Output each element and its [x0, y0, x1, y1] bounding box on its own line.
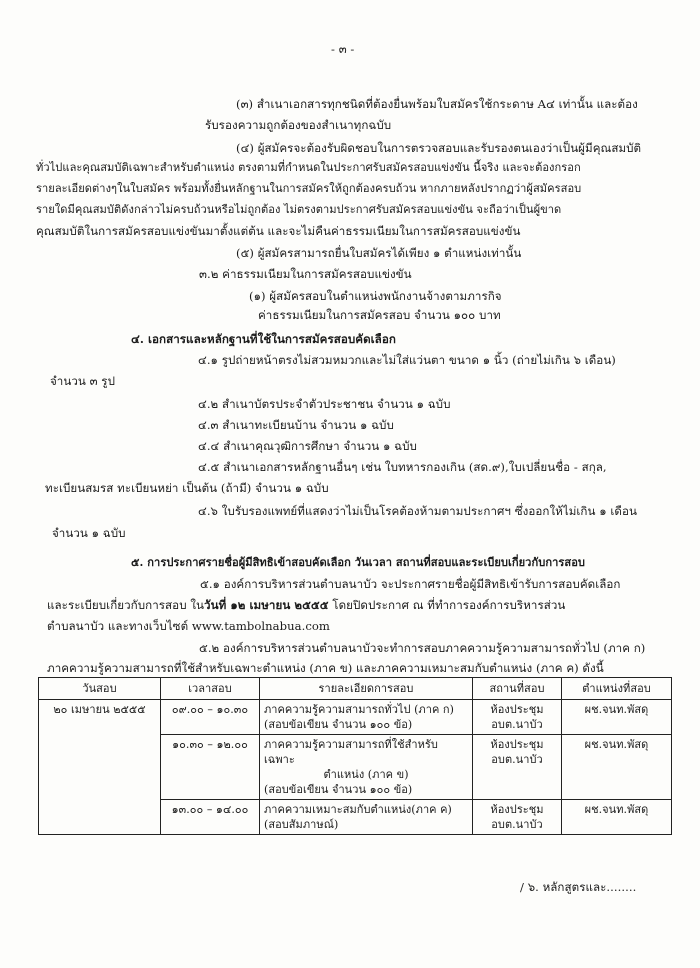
header-exam-position: ตำแหน่งที่สอบ [562, 678, 672, 700]
item-5-1-line-3: ตำบลนาบัว และทางเว็บไซต์ www.tambolnabua.com [47, 619, 330, 633]
page-number: - ๓ - [331, 42, 355, 56]
item-5-1-line-2: และระเบียบเกี่ยวกับการสอบ ในวันที่ ๑๒ เมษายน ๒๕๕๕ โดยปิดประกาศ ณ ที่ทำการองค์การบริหารส่วน [47, 598, 566, 612]
item-5-1-line-1: ๕.๑ องค์การบริหารส่วนตำบลนาบัว จะประกาศรายชื่อผู้มีสิทธิเข้ารับการสอบคัดเลือก [200, 577, 621, 591]
exam-time: ๑๓.๐๐ – ๑๔.๐๐ [161, 800, 260, 835]
item-4-6-line-1: ๔.๖ ใบรับรองแพทย์ที่แสดงว่าไม่เป็นโรคต้องห้ามตามประกาศฯ ซึ่งออกให้ไม่เกิน ๑ เดือน [198, 504, 637, 518]
header-exam-detail: รายละเอียดการสอบ [260, 678, 473, 700]
header-exam-date: วันสอบ [39, 678, 161, 700]
exam-place: ห้องประชุม อบต.นาบัว [473, 700, 562, 735]
exam-place: ห้องประชุม อบต.นาบัว [473, 735, 562, 800]
item-4-5-line-2: ทะเบียนสมรส ทะเบียนหย่า เป็นต้น (ถ้ามี) จำนวน ๑ ฉบับ [45, 481, 329, 495]
item-4-6-line-2: จำนวน ๑ ฉบับ [52, 526, 126, 540]
item-3-line-2: รับรองความถูกต้องของสำเนาทุกฉบับ [205, 118, 392, 132]
item-4-3: ๔.๓ สำเนาทะเบียนบ้าน จำนวน ๑ ฉบับ [198, 418, 394, 432]
subsection-3-2-item-1: (๑) ผู้สมัครสอบในตำแหน่งพนักงานจ้างตามภารกิจ [249, 289, 502, 303]
item-5-2-line-2: ภาคความรู้ความสามารถที่ใช้สำหรับเฉพาะตำแหน่ง (ภาค ข) และภาคความเหมาะสมกับตำแหน่ง (ภาค ค) ดังนี้ [47, 661, 604, 675]
exam-detail: ภาคความรู้ความสามารถที่ใช้สำหรับเฉพาะ ตำแหน่ง (ภาค ข) (สอบข้อเขียน จำนวน ๑๐๐ ข้อ) [260, 735, 473, 800]
exam-time: ๐๙.๐๐ – ๑๐.๓๐ [161, 700, 260, 735]
item-4-line-1: (๔) ผู้สมัครจะต้องรับผิดชอบในการตรวจสอบและรับรองตนเองว่าเป็นผู้มีคุณสมบัติ [236, 141, 642, 155]
announcement-date: วันที่ ๑๒ เมษายน ๒๕๕๕ [204, 598, 329, 612]
exam-detail: ภาคความรู้ความสามารถทั่วไป (ภาค ก) (สอบข้อเขียน จำนวน ๑๐๐ ข้อ) [260, 700, 473, 735]
table-row [39, 700, 672, 735]
item-4-1-line-1: ๔.๑ รูปถ่ายหน้าตรงไม่สวมหมวกและไม่ใส่แว่นตา ขนาด ๑ นิ้ว (ถ่ายไม่เกิน ๖ เดือน) [198, 353, 616, 367]
subsection-3-2: ๓.๒ ค่าธรรมเนียมในการสมัครสอบแข่งขัน [199, 267, 412, 281]
item-4-1-line-2: จำนวน ๓ รูป [50, 374, 115, 388]
table-header-row [39, 678, 672, 700]
header-exam-time: เวลาสอบ [161, 678, 260, 700]
item-5: (๕) ผู้สมัครสามารถยื่นใบสมัครได้เพียง ๑ ตำแหน่งเท่านั้น [236, 246, 522, 260]
exam-position: ผช.จนท.พัสดุ [562, 800, 672, 835]
exam-time: ๑๐.๓๐ – ๑๒.๐๐ [161, 735, 260, 800]
item-4-line-4: รายใดมีคุณสมบัติดังกล่าวไม่ครบถ้วนหรือไม่ถูกต้อง ไม่ตรงตามประกาศรับสมัครสอบแข่งขัน จะถือว่าเป็นผู้ขาด [36, 203, 562, 216]
item-4-5-line-1: ๔.๕ สำเนาเอกสารหลักฐานอื่นๆ เช่น ใบทหารกองเกิน (สด.๙),ใบเปลี่ยนชื่อ - สกุล, [198, 460, 607, 474]
exam-position: ผช.จนท.พัสดุ [562, 700, 672, 735]
section-4-heading: ๔. เอกสารและหลักฐานที่ใช้ในการสมัครสอบคัดเลือก [131, 332, 396, 346]
item-4-line-5: คุณสมบัติในการสมัครสอบแข่งขันมาตั้งแต่ต้น และจะไม่คืนค่าธรรมเนียมในการสมัครสอบแข่งขัน [36, 224, 521, 238]
continuation-note: / ๖. หลักสูตรและ........ [520, 880, 637, 894]
exam-position: ผช.จนท.พัสดุ [562, 735, 672, 800]
header-exam-place: สถานที่สอบ [473, 678, 562, 700]
item-4-4: ๔.๔ สำเนาคุณวุฒิการศึกษา จำนวน ๑ ฉบับ [198, 439, 417, 453]
exam-date: ๒๐ เมษายน ๒๕๕๕ [39, 700, 161, 835]
exam-detail: ภาคความเหมาะสมกับตำแหน่ง(ภาค ค) (สอบสัมภาษณ์) [260, 800, 473, 835]
item-4-2: ๔.๒ สำเนาบัตรประจำตัวประชาชน จำนวน ๑ ฉบับ [198, 397, 451, 411]
item-4-line-2: ทั่วไปและคุณสมบัติเฉพาะสำหรับตำแหน่ง ตรงตามที่กำหนดในประกาศรับสมัครสอบแข่งขัน นี้จริง และจะต้องกรอก [36, 161, 581, 174]
item-5-2-line-1: ๕.๒ องค์การบริหารส่วนตำบลนาบัวจะทำการสอบภาคความรู้ความสามารถทั่วไป (ภาค ก) [199, 641, 646, 655]
item-3-line-1: (๓) สำเนาเอกสารทุกชนิดที่ต้องยื่นพร้อมใบสมัครใช้กระดาษ A๔ เท่านั้น และต้อง [236, 97, 638, 111]
item-4-line-3: รายละเอียดต่างๆในใบสมัคร พร้อมทั้งยื่นหลักฐานในการสมัครให้ถูกต้องครบถ้วน หากภายหลังปรากฏว่าผู้สมัครสอบ [36, 182, 582, 195]
exam-schedule-table [38, 677, 672, 835]
application-fee: ค่าธรรมเนียมในการสมัครสอบ จำนวน ๑๐๐ บาท [258, 308, 501, 322]
section-5-heading: ๕. การประกาศรายชื่อผู้มีสิทธิเข้าสอบคัดเลือก วันเวลา สถานที่สอบและระเบียบเกี่ยวกับการสอบ [131, 556, 585, 569]
exam-place: ห้องประชุม อบต.นาบัว [473, 800, 562, 835]
